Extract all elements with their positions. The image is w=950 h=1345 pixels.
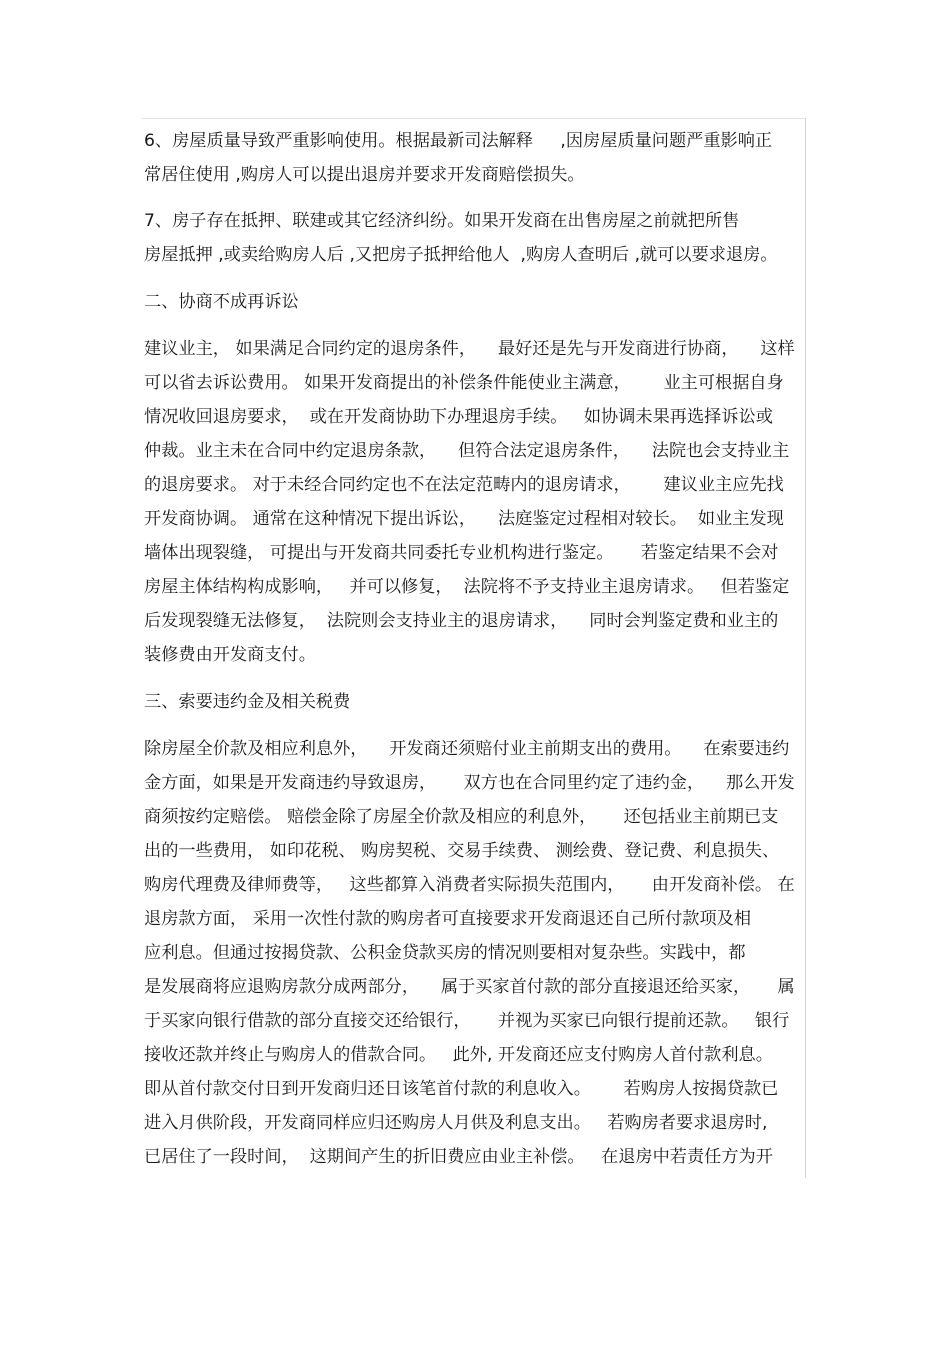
text-line: 接收还款并终止与购房人的借款合同。 此外, 开发商还应支付购房人首付款利息。 [144,1045,773,1065]
text-line: 情况收回退房要求， 或在开发商协助下办理退房手续。 如协调未果再选择诉讼或 [144,407,773,427]
text-line: 墙体出现裂缝， 可提出与开发商共同委托专业机构进行鉴定。 若鉴定结果不会对 [144,543,779,563]
text-line: 仲裁。业主未在合同中约定退房条款， 但符合法定退房条件， 法院也会支持业主 [144,441,790,461]
section-3-heading: 三、索要违约金及相关税费 [144,692,351,712]
text-line: 7、房子存在抵押、联建或其它经济纠纷。如果开发商在出售房屋之前就把所售 [144,211,740,231]
section-2-heading: 二、协商不成再诉讼 [144,292,299,312]
text-line: 6、房屋质量导致严重影响使用。根据最新司法解释 ,因房屋质量问题严重影响正 [144,131,773,151]
text-line: 于买家向银行借款的部分直接交还给银行， 并视为买家已向银行提前还款。 银行 [144,1011,790,1031]
text-line: 购房代理费及律师费等， 这些都算入消费者实际损失范围内， 由开发商补偿。 在 [144,875,795,895]
text-line: 常居住使用 ,购房人可以提出退房并要求开发商赔偿损失。 [144,165,585,185]
text-line: 的退房要求。 对于未经合同约定也不在法定范畴内的退房请求， 建议业主应先找 [144,475,784,495]
text-line: 开发商协调。 通常在这种情况下提出诉讼， 法庭鉴定过程相对较长。 如业主发现 [144,509,784,529]
text-line: 房屋主体结构构成影响， 并可以修复， 法院将不予支持业主退房请求。 但若鉴定 [144,577,790,597]
text-line: 建议业主， 如果满足合同约定的退房条件， 最好还是先与开发商进行协商， 这样 [144,339,795,359]
text-line: 即从首付款交付日到开发商归还日该笔首付款的利息收入。 若购房人按揭贷款已 [144,1079,779,1099]
item-7-paragraph [144,204,806,272]
text-line: 应利息。但通过按揭贷款、公积金贷款买房的情况则要相对复杂些。实践中，都 [144,943,746,963]
text-line: 是发展商将应退购房款分成两部分， 属于买家首付款的部分直接退还给买家， 属 [144,977,795,997]
section-2-paragraph [144,332,806,672]
item-6-paragraph [144,124,806,192]
text-line: 后发现裂缝无法修复， 法院则会支持业主的退房请求， 同时会判鉴定费和业主的 [144,611,779,631]
text-line: 出的一些费用， 如印花税、 购房契税、交易手续费、 测绘费、登记费、利息损失、 [144,841,780,861]
text-line: 装修费由开发商支付。 [144,645,316,665]
text-line: 已居住了一段时间， 这期间产生的折旧费应由业主补偿。 在退房中若责任方为开 [144,1147,773,1167]
text-line: 房屋抵押 ,或卖给购房人后 ,又把房子抵押给他人 ,购房人查明后 ,就可以要求退房。 [144,245,778,265]
text-line: 进入月供阶段，开发商同样应归还购房人月供及利息支出。 若购房者要求退房时, [144,1113,768,1133]
text-line: 可以省去诉讼费用。 如果开发商提出的补偿条件能使业主满意， 业主可根据自身 [144,373,784,393]
text-line: 金方面，如果是开发商违约导致退房， 双方也在合同里约定了违约金， 那么开发 [144,773,795,793]
section-3-paragraph [144,732,806,1174]
text-line: 商须按约定赔偿。 赔偿金除了房屋全价款及相应的利息外， 还包括业主前期已支 [144,807,779,827]
text-line: 退房款方面， 采用一次性付款的购房者可直接要求开发商退还自己所付款项及相 [144,909,752,929]
text-line: 除房屋全价款及相应利息外， 开发商还须赔付业主前期支出的费用。 在索要违约 [144,739,790,759]
document-body [144,124,806,1178]
